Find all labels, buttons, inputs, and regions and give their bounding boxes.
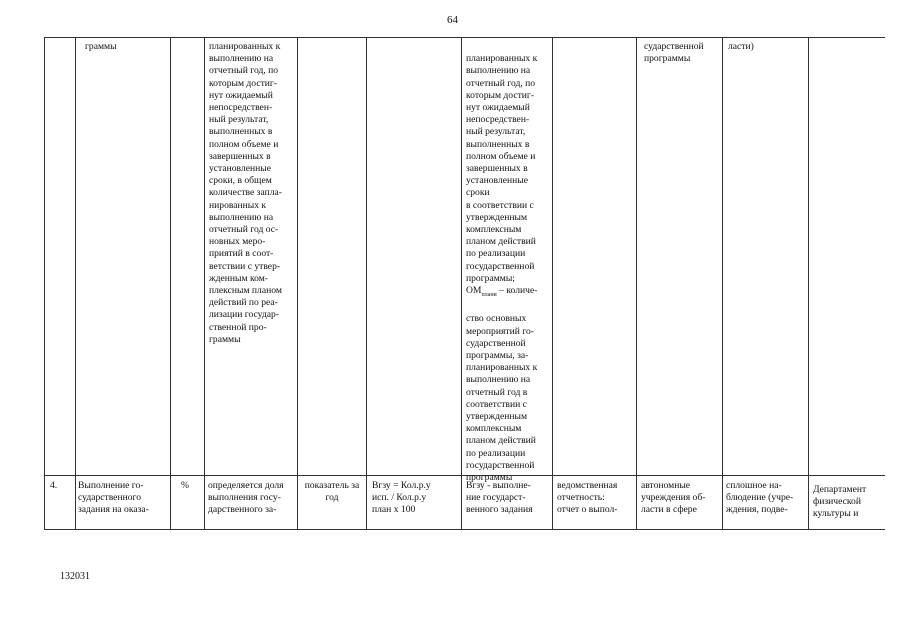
om-symbol: ОМ: [466, 285, 482, 297]
top-row-scope-cell: сударственной программы: [644, 41, 704, 65]
row-4-method: определяется доля выполнения госу- дарственного за-: [208, 480, 284, 516]
column-divider: [170, 37, 171, 530]
footer-code: 132031: [60, 571, 90, 582]
row-4-responsible: Департамент физической культуры и: [813, 484, 867, 520]
row-4-formula-notes: Вгзу - выполне- ние государст- венного задания: [466, 480, 533, 516]
column-divider: [297, 37, 298, 530]
top-row-method-cell: планированных к выполнению на отчетный год, по которым достиг- нут ожидаемый непосредствен- ный результат, выполненных в полном объеме и завершенных в установленные сроки, в общем количестве запла- нированных к выполнению на отчетный год ос- новных меро- приятий в соот- ветствии с утвер- жденным ком- плексным планом действий по реа- лизации государ- ственной про- граммы: [209, 41, 282, 345]
column-divider: [204, 37, 205, 530]
top-row-observation-cell: ласти): [728, 41, 754, 52]
row-4-indicator-type: показатель за год: [304, 480, 360, 504]
row-4-scope: автономные учреждения об- ласти в сфере: [641, 480, 706, 516]
row-4-observation-method: сплошное на- блюдение (учре- ждения, подве-: [726, 480, 794, 516]
om-definition-line: [466, 285, 537, 301]
column-divider: [808, 37, 809, 530]
page-number: 64: [447, 14, 458, 26]
column-divider: [461, 37, 462, 530]
top-row-formula-notes-part-a: планированных к выполнению на отчетный год, по которым достиг- нут ожидаемый непосредствен- ный результат, выполненных в полном объеме и завершенных в установленные сроки в соответствии с утвержденным комплексным планом действий по реализации государственной программы;: [466, 53, 538, 284]
column-divider: [722, 37, 723, 530]
om-definition-text: – количе-: [496, 285, 538, 297]
column-divider: [75, 37, 76, 530]
top-row-name-cell: граммы: [85, 41, 117, 52]
top-row-formula-notes-part-b: ство основных мероприятий го- сударственной программы, за- планированных к выполнению на отчетный год в соответствии с утвержденным комплексным планом действий по реализации государственной программы: [466, 313, 538, 484]
row-4-indicator-name: Выполнение го- сударственного задания на оказа-: [78, 480, 149, 516]
om-subscript: плани: [481, 291, 497, 298]
column-divider: [366, 37, 367, 530]
row-4-number: 4.: [50, 480, 58, 491]
column-divider: [44, 37, 45, 530]
column-divider: [552, 37, 553, 530]
row-4-formula: Вгзу = Кол.р.у исп. / Кол.р.у план х 100: [372, 480, 431, 516]
column-divider: [636, 37, 637, 530]
top-row-formula-notes-cell: [466, 41, 537, 484]
row-4-data-source: ведомственная отчетность: отчет о выпол-: [557, 480, 618, 516]
row-4-unit: %: [181, 480, 189, 491]
